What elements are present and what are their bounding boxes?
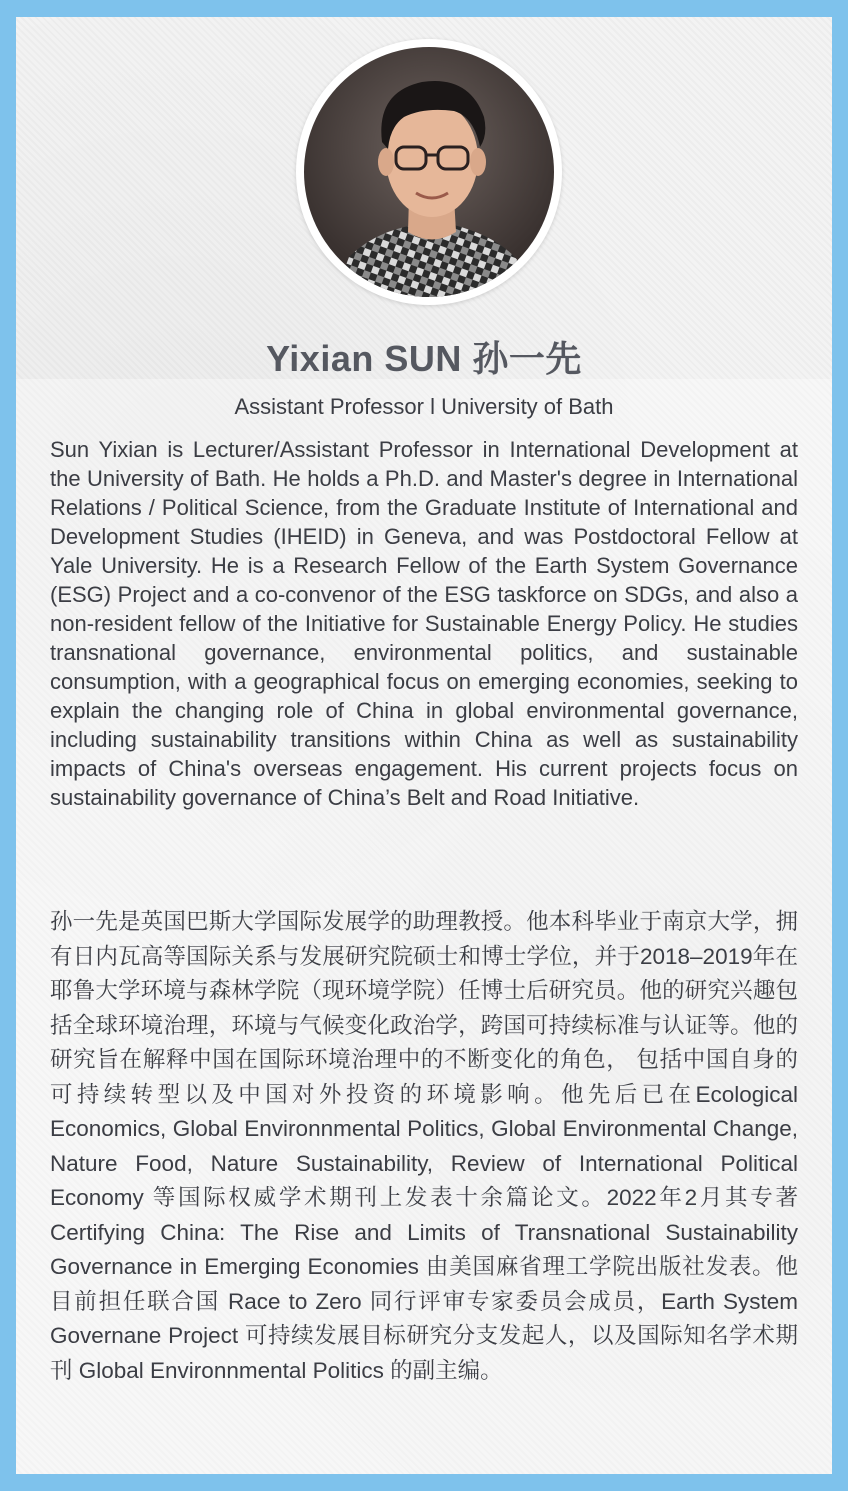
profile-card xyxy=(16,17,832,1474)
avatar xyxy=(304,47,554,297)
avatar-frame xyxy=(296,39,562,305)
bio-english: Sun Yixian is Lecturer/Assistant Professor in International Development at the University of Bath. He holds a Ph.D. and Master's degree in International Relations / Political Science, from the Graduate Institute of International and Development Studies (IHEID) in Geneva, and was Postdoctoral Fellow at Yale University. He is a Research Fellow of the Earth System Governance (ESG) Project and a co-convenor of the ESG taskforce on SDGs, and also a non-resident fellow of the Initiative for Sustainable Energy Policy. He studies transnational governance, environmental politics, and sustainable consumption, with a geographical focus on emerging economies, seeking to explain the changing role of China in global environmental governance, including sustainability transitions within China as well as sustainability impacts of China's overseas engagement. His current projects focus on sustainability governance of China’s Belt and Road Initiative. xyxy=(50,437,798,810)
person-name: Yixian SUN 孙一先 xyxy=(266,338,582,379)
portrait-photo xyxy=(304,47,554,297)
bio-chinese: 孙一先是英国巴斯大学国际发展学的助理教授。他本科毕业于南京大学，拥有日内瓦高等国际关系与发展研究院硕士和博士学位，并于2018–2019年在耶鲁大学环境与森林学院（现环境学院）任博士后研究员。他的研究兴趣包括全球环境治理，环境与气候变化政治学，跨国可持续标准与认证等。他的研究旨在解释中国在国际环境治理中的不断变化的角色， 包括中国自身的可持续转型以及中国对外投资的环境影响。他先后已在Ecological Economics, Global Environnmental Politics, Global Environmental Change, Nature Food, Nature Sustainability, Review of International Political Economy 等国际权威学术期刊上发表十余篇论文。2022年2月其专著 Certifying China: The Rise and Limits of Transnational Sustainability Governance in Emerging Economies 由美国麻省理工学院出版社发表。他目前担任联合国 Race to Zero 同行评审专家委员会成员，Earth System Governane Project 可持续发展目标研究分支发起人，以及国际知名学术期刊 Global Environnmental Politics 的副主编。 xyxy=(50,909,798,1383)
person-title: Assistant Professor l University of Bath xyxy=(234,394,614,419)
